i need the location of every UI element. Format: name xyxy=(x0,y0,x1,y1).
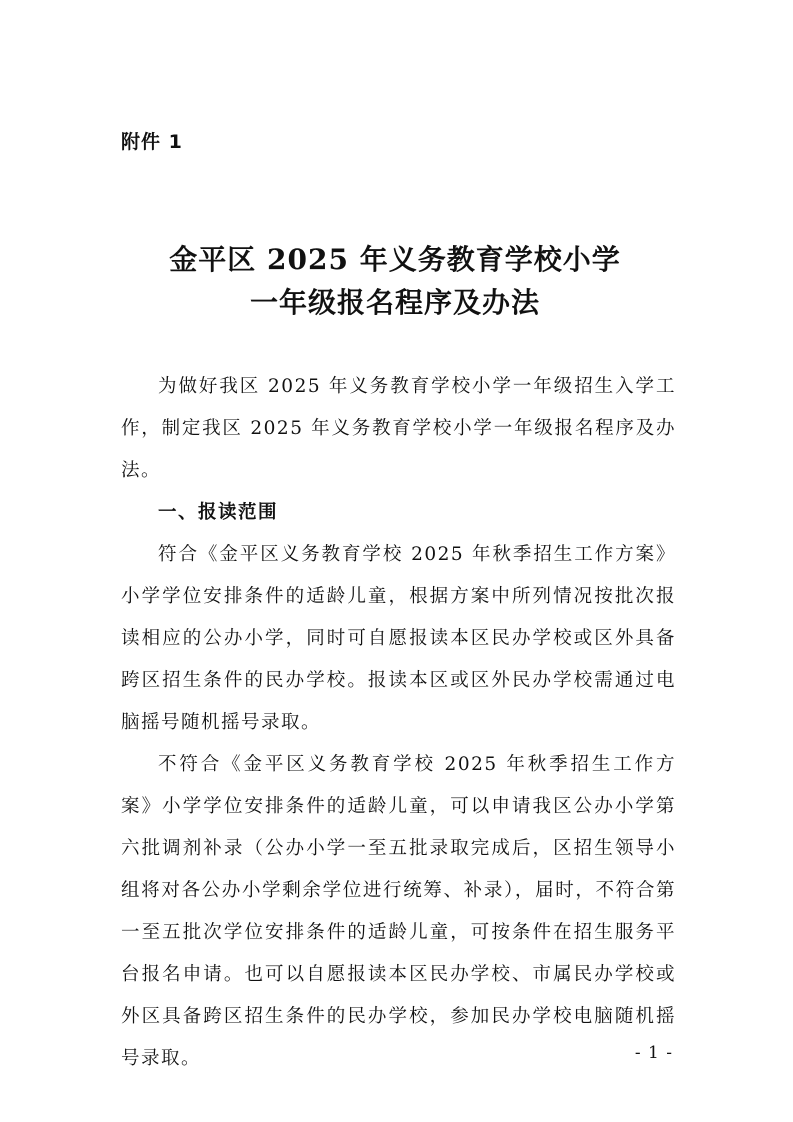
document-body xyxy=(121,366,676,1080)
scope-paragraph-1: 符合《金平区义务教育学校 2025 年秋季招生工作方案》小学学位安排条件的适龄儿童，根据方案中所列情况按批次报读相应的公办小学，同时可自愿报读本区民办学校或区外具备跨区招生条件的民办学校。报读本区或区外民办学校需通过电脑摇号随机摇号录取。 xyxy=(121,544,676,733)
attachment-label: 附件 1 xyxy=(121,131,183,153)
scope-paragraph-2: 不符合《金平区义务教育学校 2025 年秋季招生工作方案》小学学位安排条件的适龄儿童，可以申请我区公办小学第六批调剂补录（公办小学一至五批录取完成后，区招生领导小组将对各公办小学剩余学位进行统筹、补录），届时，不符合第一至五批次学位安排条件的适龄儿童，可按条件在招生服务平台报名申请。也可以自愿报读本区民办学校、市属民办学校或外区具备跨区招生条件的民办学校，参加民办学校电脑随机摇号录取。 xyxy=(121,754,676,1069)
document-title-line2: 一年级报名程序及办法 xyxy=(249,286,540,319)
document-title-line1: 金平区 2025 年义务教育学校小学 xyxy=(169,243,621,276)
page-number: - 1 - xyxy=(634,1043,673,1063)
section-heading-scope: 一、报读范围 xyxy=(158,502,279,523)
intro-paragraph: 为做好我区 2025 年义务教育学校小学一年级招生入学工作，制定我区 2025 年义务教育学校小学一年级报名程序及办法。 xyxy=(121,376,676,481)
